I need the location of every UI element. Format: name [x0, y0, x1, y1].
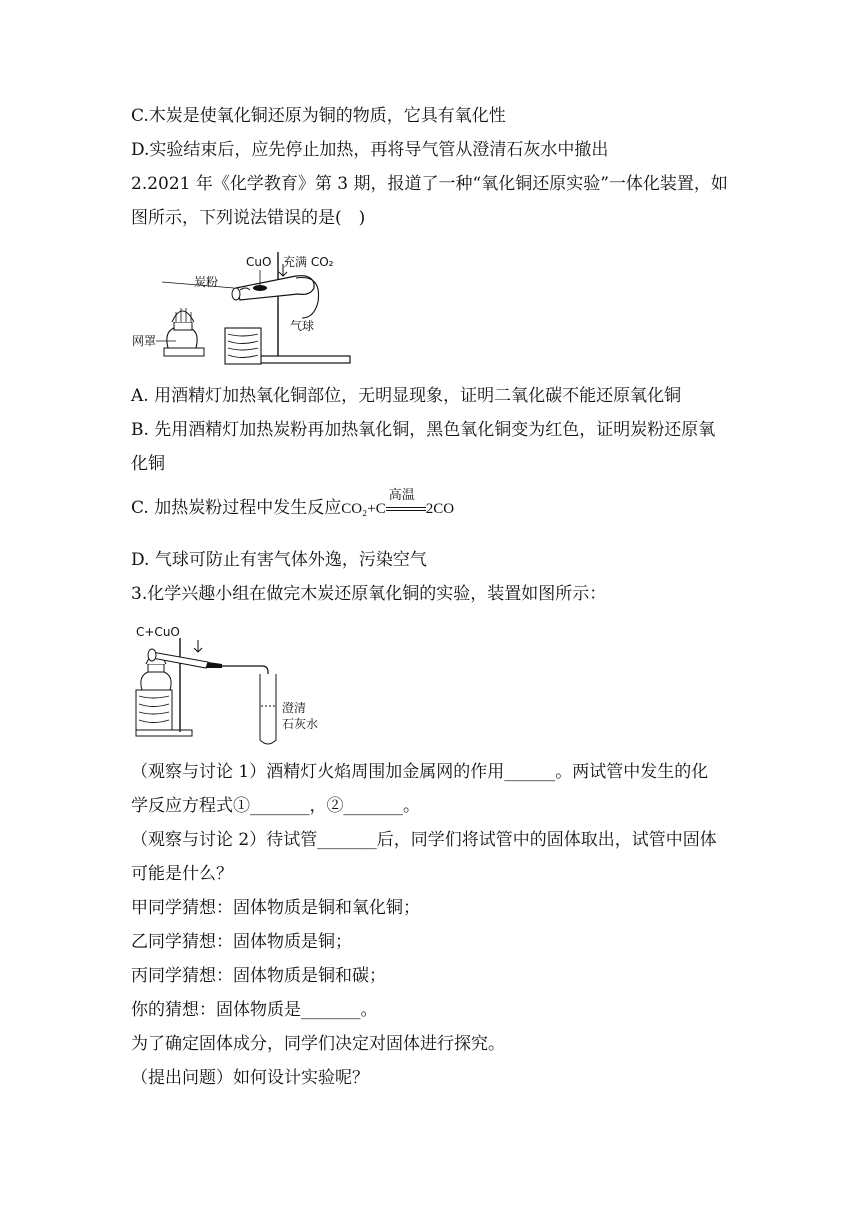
equation-rhs: 2CO [425, 501, 455, 517]
q1-option-d: D.实验结束后，应先停止加热，再将导气管从澄清石灰水中撤出 [131, 140, 609, 160]
q2-option-a: A. 用酒精灯加热氧化铜部位，无明显现象，证明二氧化碳不能还原氧化铜 [131, 386, 682, 406]
figure-label-limewater-1: 澄清 [282, 701, 307, 715]
figure-label-limewater-2: 石灰水 [282, 717, 319, 731]
equation-lhs: CO₂+C [341, 501, 386, 517]
q3-guess-you: 你的猜想：固体物质是_______。 [131, 1000, 378, 1020]
q2-option-c-prefix: C. 加热炭粉过程中发生反应 [131, 498, 342, 518]
figure-label-net: 网罩 [132, 334, 157, 348]
q1-option-c: C.木炭是使氧化铜还原为铜的物质，它具有氧化性 [131, 106, 506, 126]
q3-stem: 3.化学兴趣小组在做完木炭还原氧化铜的实验，装置如图所示： [131, 584, 607, 604]
q2-option-d: D. 气球可防止有害气体外逸，污染空气 [131, 550, 427, 570]
figure-label-reactants: C+CuO [136, 625, 180, 639]
q3-purpose: 为了确定固体成分，同学们决定对固体进行探究。 [131, 1034, 505, 1054]
equation-condition: 高温 [388, 487, 415, 503]
figure-label-cuo: CuO [246, 255, 272, 269]
q3-guess-c: 丙同学猜想：固体物质是铜和碳； [131, 966, 386, 986]
q3-observation2-line1: （观察与讨论 2）待试管_______后，同学们将试管中的固体取出，试管中固体 [131, 830, 717, 850]
q3-guess-b: 乙同学猜想：固体物质是铜； [131, 932, 352, 952]
q2-option-c [131, 487, 455, 521]
q2-stem-line2: 图所示，下列说法错误的是( ) [131, 208, 366, 228]
q2-option-b-line1: B. 先用酒精灯加热炭粉再加热氧化铜，黑色氧化铜变为红色，证明炭粉还原氧 [131, 420, 716, 440]
q2-stem-line1: 2.2021 年《化学教育》第 3 期，报道了一种“氧化铜还原实验”一体化装置，如 [131, 174, 728, 194]
q2-apparatus-figure [128, 244, 358, 370]
q3-observation1-line2: 学反应方程式①_______，②_______。 [131, 796, 420, 816]
q2-option-b-line2: 化铜 [131, 454, 165, 474]
q3-observation2-line2: 可能是什么？ [131, 864, 233, 884]
q3-observation1-line1: （观察与讨论 1）酒精灯火焰周围加金属网的作用______。两试管中发生的化 [131, 762, 709, 782]
figure-label-co2: 充满 CO₂ [283, 255, 334, 269]
q3-guess-a: 甲同学猜想：固体物质是铜和氧化铜； [131, 898, 420, 918]
equation-arrow [386, 487, 426, 514]
figure-label-carbon: 炭粉 [194, 275, 219, 289]
figure-label-balloon: 气球 [290, 319, 315, 333]
q3-apparatus-figure [130, 620, 330, 750]
q3-question: （提出问题）如何设计实验呢？ [131, 1068, 369, 1088]
